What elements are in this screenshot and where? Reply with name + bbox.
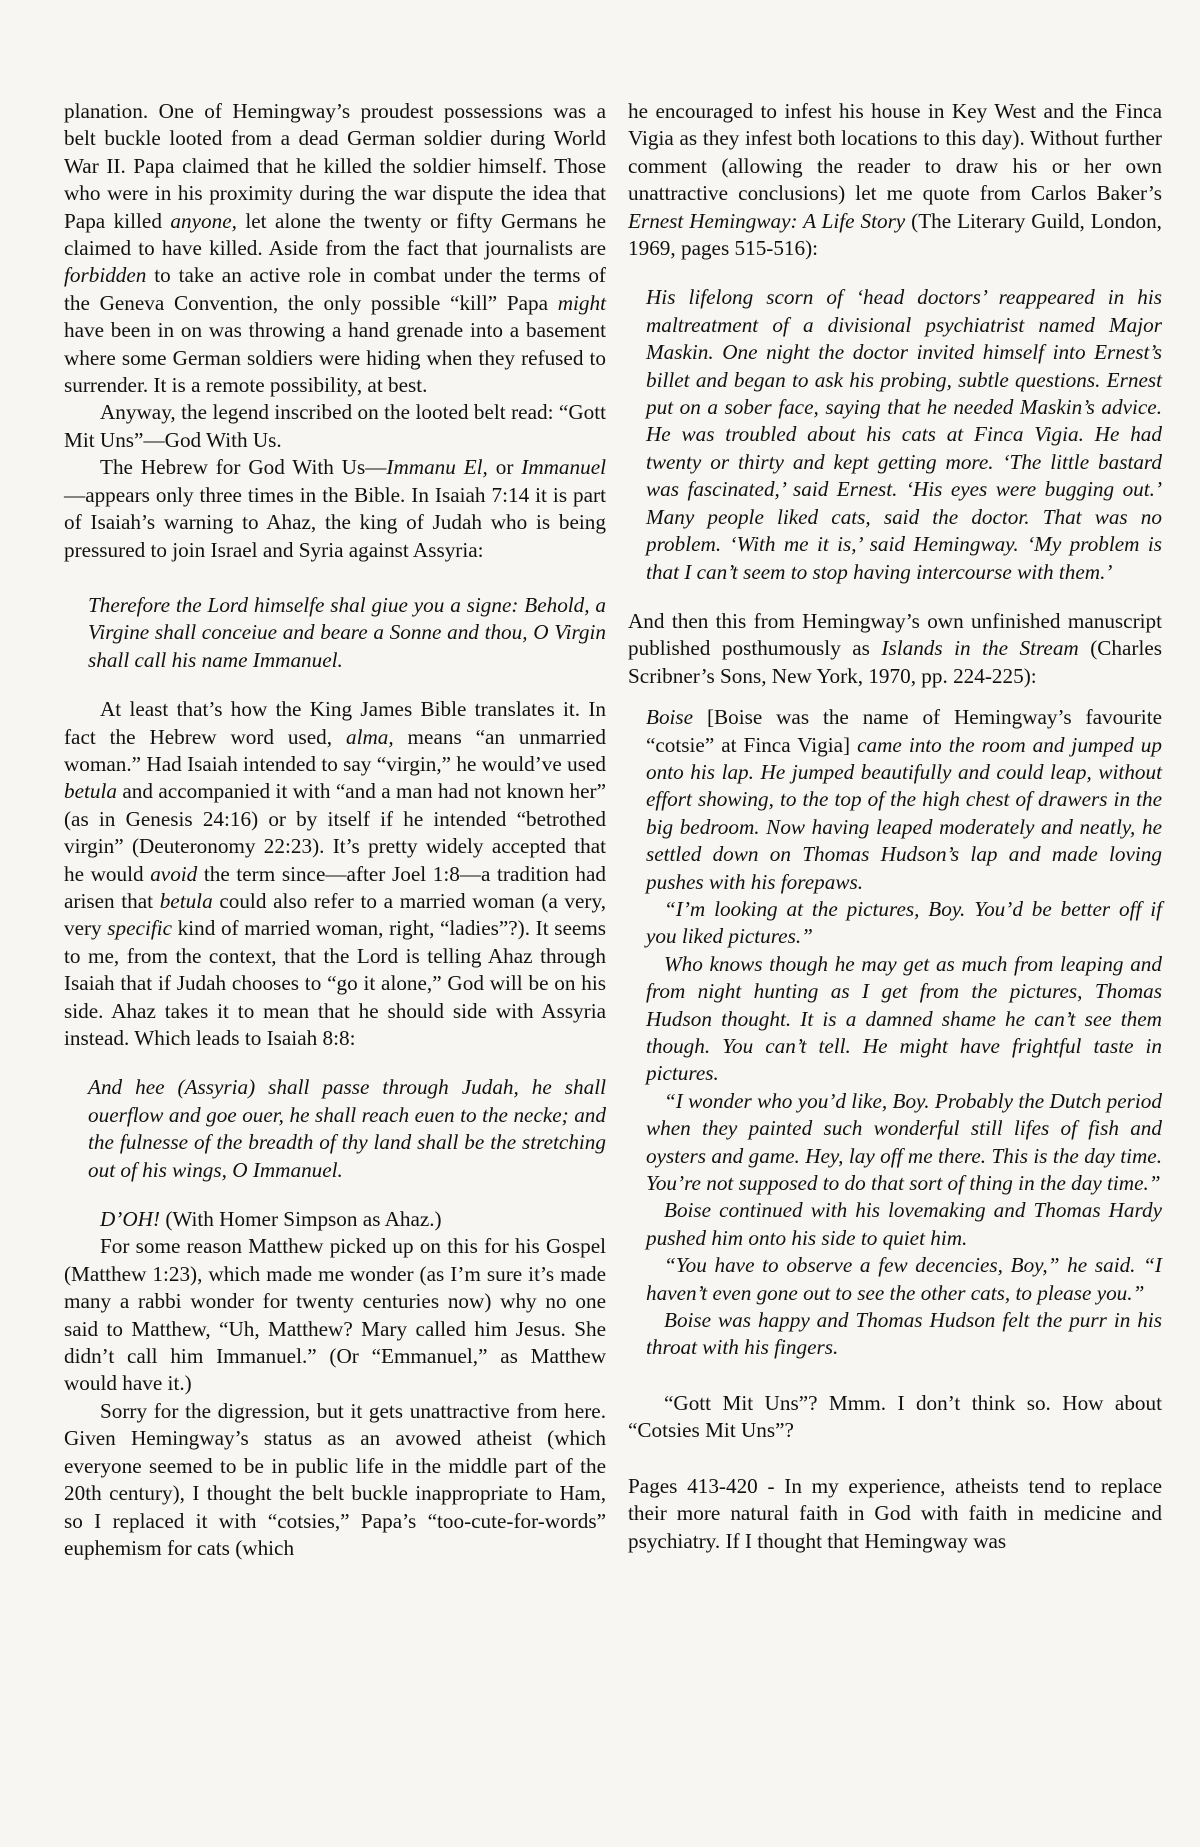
paragraph: planation. One of Hemingway’s proudest possessions was a belt buckle looted from a dead German soldier during World War II. Papa claimed that he killed the soldier himself. Those who were in his proximity during the war dispute the idea that Papa killed anyone, let alone the twenty or fifty Germans he claimed to have killed. Aside from the fact that journalists are forbidden to take an active role in combat under the terms of the Geneva Convention, the only possible “kill” Papa might have been in on was throwing a hand grenade into a basement where some German soldiers were hiding when they refused to surrender. It is a remote possibility, at best. [64,99,607,398]
paragraph: D’OH! (With Homer Simpson as Ahaz.) [100,1207,442,1232]
paragraph: Anyway, the legend inscribed on the looted belt read: “Gott Mit Uns”—God With Us. [64,400,606,452]
quote-line: “I’m looking at the pictures, Boy. You’d be better off if you liked pictures.” [646,896,1162,949]
paragraph: Sorry for the digression, but it gets unattractive from here. Given Hemingway’s status as an avowed atheist (which everyone seemed to be in public life in the middle part of the 20th century), I thought the belt buckle inappropriate to Ham, so I replaced it with “cotsies,” Papa’s “too-cute-for-words” euphemism for cats (which [64,1398,606,1560]
paragraph: “Gott Mit Uns”? Mmm. I don’t think so. How about “Cotsies Mit Uns”? [628,1390,1162,1443]
paragraph: Pages 413-420 - In my experience, atheists tend to replace their more natural faith in God with faith in medicine and psychiatry. If I thought that Hemingway was [628,1473,1162,1553]
paragraph: And then this from Hemingway’s own unfinished manuscript published posthumously as Islands in the Stream (Charles Scribner’s Sons, New York, 1970, pp. 224-225): [628,608,1162,688]
quote-line: Boise continued with his lovemaking and Thomas Hardy pushed him onto his side to quiet him. [646,1198,1162,1250]
quote-line: Boise was happy and Thomas Hudson felt the purr in his throat with his fingers. [646,1308,1162,1360]
quote-line: Who knows though he may get as much from leaping and from night hunting as I get from the pictures, Thomas Hudson thought. It is a damned shame he can’t see them though. You can’t tell. He might have frightful taste in pictures. [646,951,1162,1086]
paragraph: For some reason Matthew picked up on this for his Gospel (Matthew 1:23), which made me wonder (as I’m sure it’s made many a rabbi wonder for twenty centuries now) why no one said to Matthew, “Uh, Matthew? Mary called him Jesus. She didn’t call him Immanuel.” (Or “Emmanuel,” as Matthew would have it.) [64,1234,606,1396]
right-column [628,98,1162,1555]
block-quote-islands-in-the-stream [628,704,1162,1362]
block-quote-isaiah-7-14: Therefore the Lord himselfe shal giue you a signe: Behold, a Virgine shall conceiue and beare a Sonne and thou, O Virgin shall call his name Immanuel. [88,592,606,672]
paragraph: At least that’s how the King James Bible translates it. In fact the Hebrew word used, alma, means “an unmarried woman.” Had Isaiah intended to say “virgin,” he would’ve used betula and accompanied it with “and a man had not known her” (as in Genesis 24:16) or by itself if he intended “betrothed virgin” (Deuteronomy 22:23). It’s pretty widely accepted that he would avoid the term since—after Joel 1:8—a tradition had arisen that betula could also refer to a married woman (a very, very specific kind of married woman, right, “ladies”?). It seems to me, from the context, that the Lord is telling Ahaz through Isaiah that if Judah chooses to “go it alone,” God will be on his side. Ahaz takes it to mean that he should side with Assyria instead. Which leads to Isaiah 8:8: [64,697,606,1050]
block-quote-baker: His lifelong scorn of ‘head doctors’ reappeared in his maltreatment of a divisional psychiatrist named Major Maskin. One night the doctor invited himself into Ernest’s billet and began to ask his probing, subtle questions. Ernest put on a sober face, saying that he needed Maskin’s advice. He was troubled about his cats at Finca Vigia. He had twenty or thirty and kept getting more. ‘The little bastard was fascinated,’ said Ernest. ‘His eyes were bugging out.’ Many people liked cats, said the doctor. That was no problem. ‘With me it is,’ said Hemingway. ‘My problem is that I can’t seem to stop having intercourse with them.’ [646,285,1162,584]
quote-line: “I wonder who you’d like, Boy. Probably the Dutch period when they painted such wonderful still lifes of fish and oysters and game. Hey, lay off me there. This is the day time. You’re not supposed to do that sort of thing in the day time.” [646,1088,1162,1196]
left-column [64,98,606,1562]
paragraph: The Hebrew for God With Us—Immanu El, or Immanuel—appears only three times in the Bible. In Isaiah 7:14 it is part of Isaiah’s warning to Ahaz, the king of Judah who is being pressured to join Israel and Syria against Assyria: [64,455,606,562]
quote-line: Boise [Boise was the name of Hemingway’s favourite “cotsie” at Finca Vigia] came into the room and jumped up onto his lap. He jumped beautifully and could leap, without effort showing, to the top of the high chest of drawers in the big bedroom. Now having leaped moderately and neatly, he settled down on Thomas Hudson’s lap and made loving pushes with his forepaws. [646,705,1162,894]
quote-line: “You have to observe a few decencies, Boy,” he said. “I haven’t even gone out to see the other cats, to please you.” [646,1253,1162,1305]
paragraph: he encouraged to infest his house in Key West and the Finca Vigia as they infest both locations to this day). Without further comment (allowing the reader to draw his or her own unattractive conclusions) let me quote from Carlos Baker’s Ernest Hemingway: A Life Story (The Literary Guild, London, 1969, pages 515-516): [628,99,1162,261]
block-quote-isaiah-8-8: And hee (Assyria) shall passe through Judah, he shall ouerflow and goe ouer, he shall reach euen to the necke; and the fulnesse of the breadth of thy land shall be the stretching out of his wings, O Immanuel. [88,1075,606,1182]
